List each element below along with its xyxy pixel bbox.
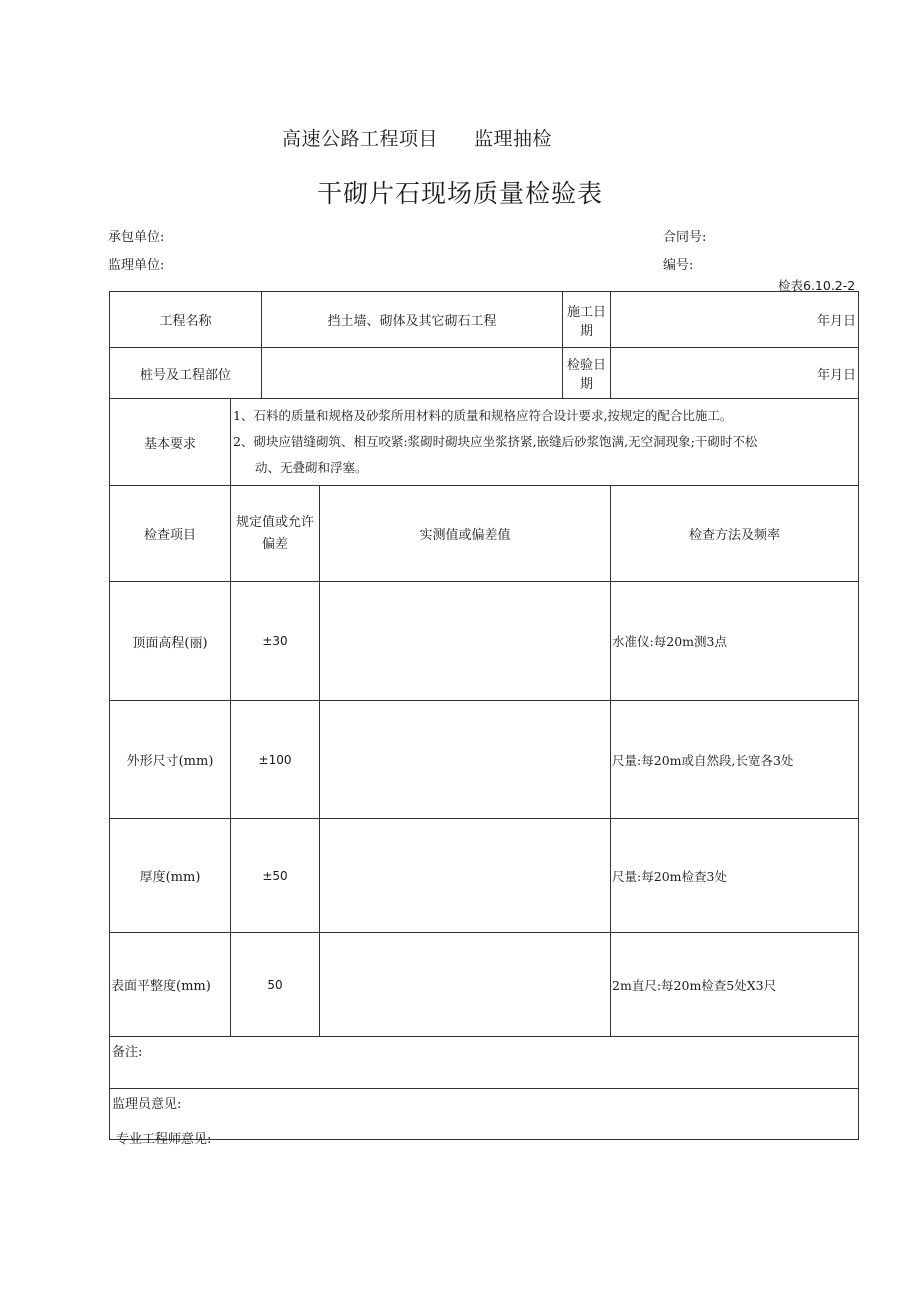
project-title: 高速公路工程项目	[282, 128, 439, 150]
row-measured[interactable]	[320, 933, 611, 1037]
supervision-title: 监理抽检	[474, 128, 553, 150]
basic-requirement-1: 1、石料的质量和规格及砂浆所用材料的质量和规格应符合设计要求,按规定的配合比施工。	[233, 408, 733, 423]
supervisor-opinion-row	[110, 1089, 859, 1140]
row-method: 尺量:每20m或自然段,长宽各3处	[611, 701, 859, 819]
basic-requirements-label: 基本要求	[110, 399, 231, 486]
header-allowed-line1: 规定值或允许	[236, 514, 315, 530]
station-row	[110, 348, 859, 399]
station-value[interactable]	[262, 348, 563, 399]
contract-no-label: 合同号:	[663, 230, 707, 245]
row-measured[interactable]	[320, 819, 611, 933]
row-allowed: ±30	[231, 582, 320, 701]
row-method: 2m直尺:每20m检查5处X3尺	[611, 933, 859, 1037]
supervisor-opinion-label: 监理员意见:	[112, 1097, 182, 1112]
project-name-value[interactable]: 挡土墙、砌体及其它砌石工程	[262, 292, 563, 348]
inspection-date-value[interactable]: 年月日	[611, 348, 859, 399]
row-method: 尺量:每20m检查3处	[611, 819, 859, 933]
project-name-label: 工程名称	[110, 292, 262, 348]
header-method: 检查方法及频率	[611, 486, 859, 582]
basic-requirement-2-cont: 动、无叠砌和浮塞。	[255, 460, 368, 475]
project-title-line	[282, 124, 552, 151]
row-item: 厚度(mm)	[110, 819, 231, 933]
contractor-label: 承包单位:	[108, 230, 165, 245]
construction-date-value[interactable]: 年月日	[611, 292, 859, 348]
row-item: 外形尺寸(mm)	[110, 701, 231, 819]
header-allowed	[231, 486, 320, 582]
note-row	[110, 1037, 859, 1089]
table-row	[110, 701, 859, 819]
table-row	[110, 582, 859, 701]
form-title: 干砌片石现场质量检验表	[316, 179, 603, 208]
supervisor-opinion-field[interactable]	[110, 1089, 859, 1140]
project-name-row	[110, 292, 859, 348]
basic-requirements-text	[231, 399, 859, 486]
basic-requirement-2: 2、砌块应错缝砌筑、相互咬紧:浆砌时砌块应坐浆挤紧,嵌缝后砂浆饱满,无空洞现象;干砌时不松	[233, 434, 758, 449]
header-allowed-line2: 偏差	[262, 536, 289, 552]
row-measured[interactable]	[320, 582, 611, 701]
inspection-table	[109, 291, 859, 1140]
form-code: 检表6.10.2-2	[778, 278, 856, 293]
row-allowed: ±100	[231, 701, 320, 819]
serial-no-label: 编号:	[663, 258, 694, 273]
station-label: 桩号及工程部位	[110, 348, 262, 399]
header-item: 检查项目	[110, 486, 231, 582]
row-allowed: 50	[231, 933, 320, 1037]
table-row	[110, 933, 859, 1037]
table-row	[110, 819, 859, 933]
note-field[interactable]	[110, 1037, 859, 1089]
inspection-date-label: 检验日期	[563, 348, 611, 399]
row-method: 水准仪:每20m测3点	[611, 582, 859, 701]
row-allowed: ±50	[231, 819, 320, 933]
note-label: 备注:	[112, 1045, 143, 1060]
engineer-opinion-label: 专业工程师意见:	[116, 1132, 212, 1147]
table-header-row	[110, 486, 859, 582]
header-measured: 实测值或偏差值	[320, 486, 611, 582]
basic-requirements-row	[110, 399, 859, 486]
row-item: 顶面高程(丽)	[110, 582, 231, 701]
row-item: 表面平整度(mm)	[110, 933, 231, 1037]
row-measured[interactable]	[320, 701, 611, 819]
supervisor-unit-label: 监理单位:	[108, 258, 165, 273]
construction-date-label: 施工日期	[563, 292, 611, 348]
